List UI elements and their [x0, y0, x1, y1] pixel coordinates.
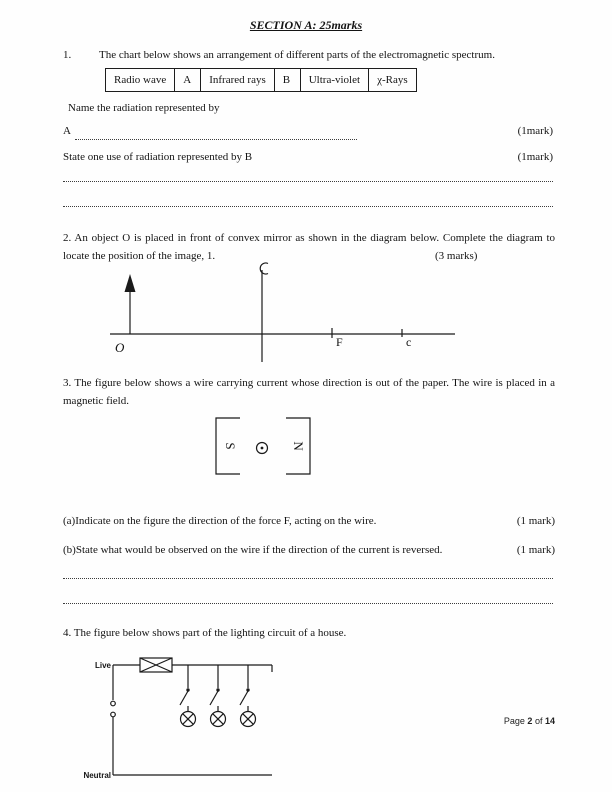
object-arrow: [125, 274, 136, 334]
footer-total-pages: 14: [544, 716, 555, 726]
lamp-branch: [240, 665, 256, 727]
q1-answer-a-blank: [75, 127, 357, 140]
north-pole-label: N: [291, 441, 307, 451]
spectrum-cell-b: B: [274, 69, 300, 92]
answer-line: [63, 590, 553, 604]
section-title-text: SECTION A: 25marks: [249, 18, 363, 32]
footer-page-number: 2: [527, 716, 533, 726]
object-label: O: [115, 340, 125, 355]
spectrum-cell-a: A: [175, 69, 201, 92]
table-row: [106, 69, 417, 92]
answer-line: [63, 565, 553, 579]
lamp-branch: [180, 665, 196, 727]
main-switch: [111, 665, 116, 775]
footer-word-page: Page: [503, 716, 525, 726]
neutral-label: Neutral: [83, 771, 111, 780]
q1-number: 1.: [63, 49, 72, 61]
q3-mark-a: (1 mark): [516, 515, 555, 527]
answer-line: [63, 193, 553, 207]
q1-use-prompt: State one use of radiation represented by B: [63, 151, 253, 163]
spectrum-cell-ultraviolet: Ultra-violet: [300, 69, 368, 92]
q1-answer-a-row: [63, 122, 553, 140]
footer-word-of: of: [534, 716, 543, 726]
live-label: Live: [94, 661, 111, 670]
lamp-branch: [210, 665, 226, 727]
q3-part-a-text: (a)Indicate on the figure the direction of the force F, acting on the wire.: [63, 515, 377, 527]
q2-paragraph: [63, 229, 555, 265]
q1-mark-b: (1mark): [517, 151, 553, 163]
q3-mark-b: (1 mark): [516, 544, 555, 556]
q3-part-b-text: (b)State what would be observed on the wire if the direction of the current is reversed.: [63, 544, 443, 556]
magnetic-field-diagram: [198, 410, 328, 488]
page-footer: [504, 712, 555, 730]
q4-text: 4. The figure below shows part of the lighting circuit of a house.: [63, 627, 347, 639]
q3-part-a-row: [63, 512, 555, 530]
centre-label: c: [406, 335, 412, 349]
q1-intro: [63, 46, 555, 64]
mirror-curl: [260, 263, 268, 274]
q2-text: 2. An object O is placed in front of convex mirror as shown in the diagram below. Complete the diagram to locate the position of the image, 1.: [63, 232, 555, 262]
south-pole-label: S: [223, 442, 239, 450]
em-spectrum-table: [105, 68, 417, 92]
focus-label: F: [336, 335, 343, 349]
q3-paragraph: 3. The figure below shows a wire carrying current whose direction is out of the paper. The wire is placed in a magnetic field.: [63, 377, 555, 407]
current-out-of-page-symbol: [257, 443, 268, 454]
spectrum-cell-infrared: Infrared rays: [201, 69, 275, 92]
spectrum-cell-xrays: χ-Rays: [369, 69, 417, 92]
lighting-circuit-diagram: [78, 650, 308, 785]
convex-mirror-diagram: [60, 262, 560, 367]
answer-line: [63, 168, 553, 182]
fuse-symbol: [140, 658, 172, 672]
q1-prompt: Name the radiation represented by: [68, 102, 220, 114]
spectrum-cell-radio: Radio wave: [106, 69, 175, 92]
q2-marks: (3 marks): [435, 250, 478, 262]
q3-part-b-row: [63, 541, 555, 559]
q1-use-row: [63, 148, 553, 166]
q1-mark-a: (1mark): [517, 125, 553, 137]
section-title: [0, 16, 612, 34]
q1-answer-a-label: A: [63, 125, 71, 137]
q1-text: The chart below shows an arrangement of different parts of the electromagnetic spectrum.: [99, 49, 495, 61]
